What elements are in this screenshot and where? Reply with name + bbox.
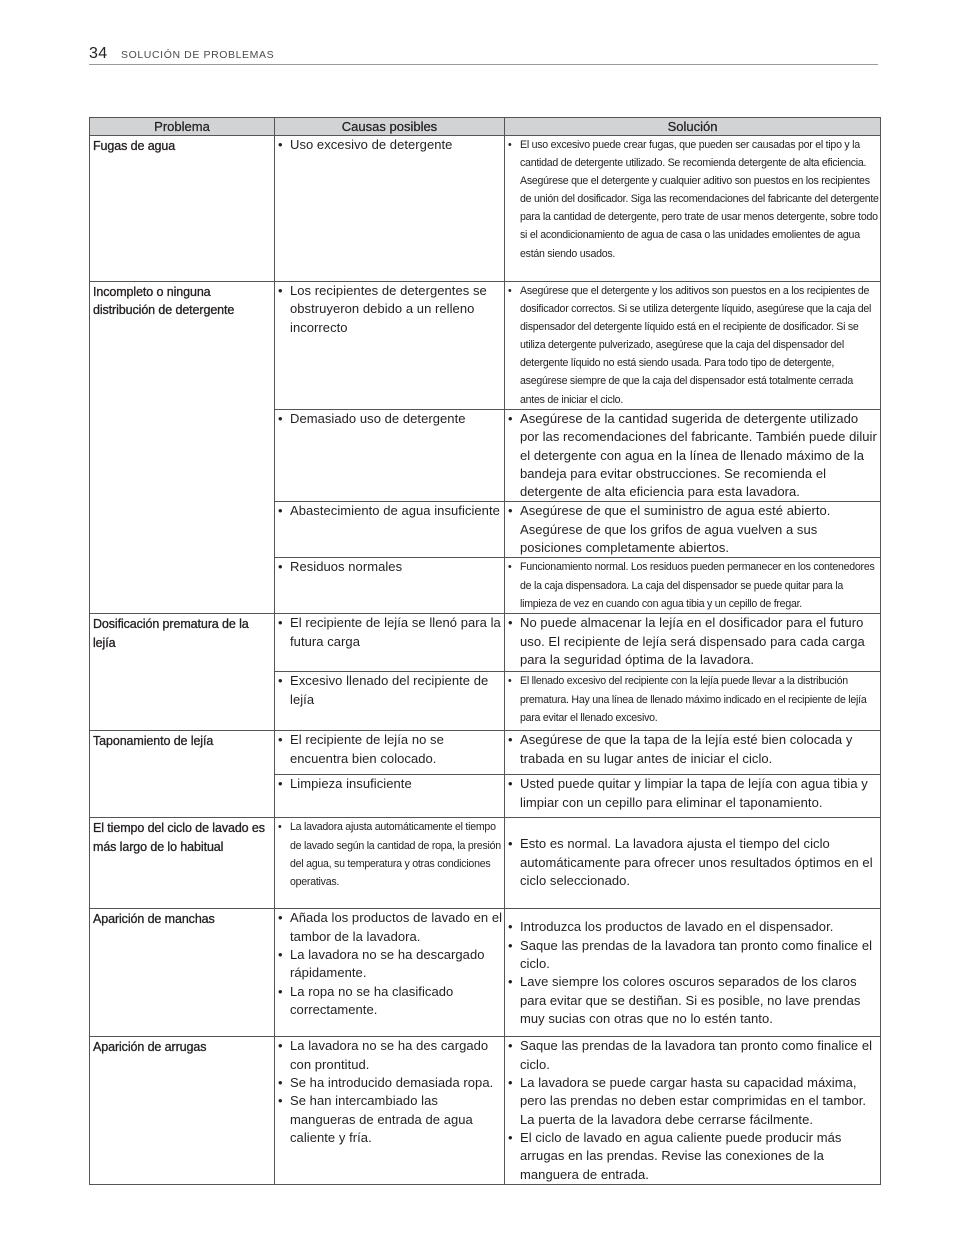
cause-cell [275,909,505,1037]
cause-item: • Se ha introducido demasiada ropa. [275,1074,504,1092]
solution-item: • Asegúrese de que el suministro de agua esté abierto. Asegúrese de que los grifos de agua vuelven a sus posiciones completamente abiertos. [505,502,880,557]
solution-item: • Usted puede quitar y limpiar la tapa de lejía con agua tibia y limpiar con un cepillo para eliminar el taponamiento. [505,775,880,812]
cause-cell [275,1037,505,1184]
solution-item: • El ciclo de lavado en agua caliente puede producir más arrugas en las prendas. Revise las conexiones de la manguera de entrada. [505,1129,880,1184]
cause-item: • Abastecimiento de agua insuficiente [275,502,504,520]
solution-item: • Asegúrese que el detergente y los aditivos son puestos en a los recipientes de dosificador correctos. Si se utiliza detergente líquido, asegúrese que la caja del dispensador del detergente líquido está en el recipiente de dosificador. Si se utiliza detergente pulverizado, asegúrese que la caja del dispensador del detergente líquido no está siendo usada. Para todo tipo de detergente, asegúrese siempre de que la caja del dispensador está totalmente cerrada antes de iniciar el ciclo. [505,282,880,409]
cause-item: • Excesivo llenado del recipiente de lejía [275,672,504,709]
cause-cell [275,731,505,775]
cause-item: • Uso excesivo de detergente [275,136,504,154]
solution-cell [505,614,881,672]
cause-cell [275,775,505,818]
page-header [89,44,878,65]
cause-item: • La ropa no se ha clasificado correctamente. [275,983,504,1020]
solution-cell [505,818,881,909]
cause-item: • La lavadora no se ha des cargado con prontitud. [275,1037,504,1074]
column-header-causes: Causas posibles [275,118,505,136]
solution-item: • La lavadora se puede cargar hasta su capacidad máxima, pero las prendas no deben estar comprimidas en el tambor. La puerta de la lavadora debe cerrarse fácilmente. [505,1074,880,1129]
solution-item: • El uso excesivo puede crear fugas, que pueden ser causadas por el tipo y la cantidad de detergente utilizado. Se recomienda detergente de alta eficiencia. Asegúrese que el detergente y cualquier aditivo son puestos en los recipientes de unión del dosificador. Siga las recomendaciones del fabricante del detergente para la cantidad de detergente, pero trate de usar menos detergente, sobre todo si el acondicionamiento de agua de casa o las unidades emolientes de agua están siendo usados. [505,136,880,263]
table-header-row [90,118,881,136]
cause-item: • Los recipientes de detergentes se obstruyeron debido a un relleno incorrecto [275,282,504,337]
cause-item: • Se han intercambiado las mangueras de entrada de agua caliente y fría. [275,1092,504,1147]
cause-cell [275,136,505,282]
problem-cell: Aparición de manchas [90,909,275,1037]
solution-item: • Funcionamiento normal. Los residuos pueden permanecer en los contenedores de la caja dispensadora. La caja del dispensador se puede quitar para la limpieza de vez en cuando con agua tibia y un cepillo de fregar. [505,558,880,612]
column-header-solution: Solución [505,118,881,136]
solution-cell [505,410,881,502]
cause-cell [275,282,505,410]
solution-item: • El llenado excesivo del recipiente con la lejía puede llevar a la distribución prematura. Hay una línea de llenado máximo indicado en el recipiente de lejía para evitar el llenado excesivo. [505,672,880,726]
problem-cell: Incompleto o ninguna distribución de detergente [90,282,275,614]
table-row [90,909,881,1037]
solution-cell [505,909,881,1037]
solution-item: • Saque las prendas de la lavadora tan pronto como finalice el ciclo. [505,1037,880,1074]
cause-item: • El recipiente de lejía no se encuentra bien colocado. [275,731,504,768]
solution-item: • Asegúrese de que la tapa de la lejía esté bien colocada y trabada en su lugar antes de iniciar el ciclo. [505,731,880,768]
cause-item: • Residuos normales [275,558,504,576]
cause-cell [275,558,505,614]
solution-cell [505,558,881,614]
table-row [90,136,881,282]
cause-item: • La lavadora no se ha descargado rápidamente. [275,946,504,983]
section-title: SOLUCIÓN DE PROBLEMAS [121,49,275,61]
table-row [90,731,881,775]
column-header-problem: Problema [90,118,275,136]
solution-cell [505,502,881,558]
solution-cell [505,672,881,731]
problem-cell: Dosificación prematura de la lejía [90,614,275,731]
cause-item: • El recipiente de lejía se llenó para la futura carga [275,614,504,651]
solution-item: • Esto es normal. La lavadora ajusta el tiempo del ciclo automáticamente para ofrecer unos resultados óptimos en el ciclo seleccionado. [505,835,880,890]
cause-cell [275,410,505,502]
problem-cell: Fugas de agua [90,136,275,282]
solution-cell [505,731,881,775]
page-number: 34 [89,45,108,62]
cause-cell [275,502,505,558]
table-row [90,818,881,909]
cause-item: • La lavadora ajusta automáticamente el tiempo de lavado según la cantidad de ropa, la presión del agua, su temperatura y otras condiciones operativas. [275,818,504,890]
solution-cell [505,775,881,818]
table-row [90,1037,881,1184]
cause-item: • Añada los productos de lavado en el tambor de la lavadora. [275,909,504,946]
cause-cell [275,818,505,909]
solution-item: • No puede almacenar la lejía en el dosificador para el futuro uso. El recipiente de lejía será dispensado para cada carga para la seguridad óptima de la lavadora. [505,614,880,669]
cause-cell [275,672,505,731]
solution-item: • Asegúrese de la cantidad sugerida de detergente utilizado por las recomendaciones del fabricante. También puede diluir el detergente con agua en la línea de llenado máximo de la bandeja para evitar obstrucciones. Se recomienda el detergente de alta eficiencia para esta lavadora. [505,410,880,501]
troubleshooting-table [89,117,881,1185]
problem-cell: Taponamiento de lejía [90,731,275,818]
solution-item: • Lave siempre los colores oscuros separados de los claros para evitar que se destiñan. Si es posible, no lave prendas muy sucias con otras que no lo estén tanto. [505,973,880,1028]
solution-cell [505,282,881,410]
cause-item: • Limpieza insuficiente [275,775,504,793]
table-row [90,614,881,672]
problem-cell: El tiempo del ciclo de lavado es más largo de lo habitual [90,818,275,909]
solution-cell [505,1037,881,1184]
problem-cell: Aparición de arrugas [90,1037,275,1184]
solution-item: • Introduzca los productos de lavado en el dispensador. [505,918,880,936]
cause-item: • Demasiado uso de detergente [275,410,504,428]
solution-item: • Saque las prendas de la lavadora tan pronto como finalice el ciclo. [505,937,880,974]
cause-cell [275,614,505,672]
table-row [90,282,881,410]
solution-cell [505,136,881,282]
